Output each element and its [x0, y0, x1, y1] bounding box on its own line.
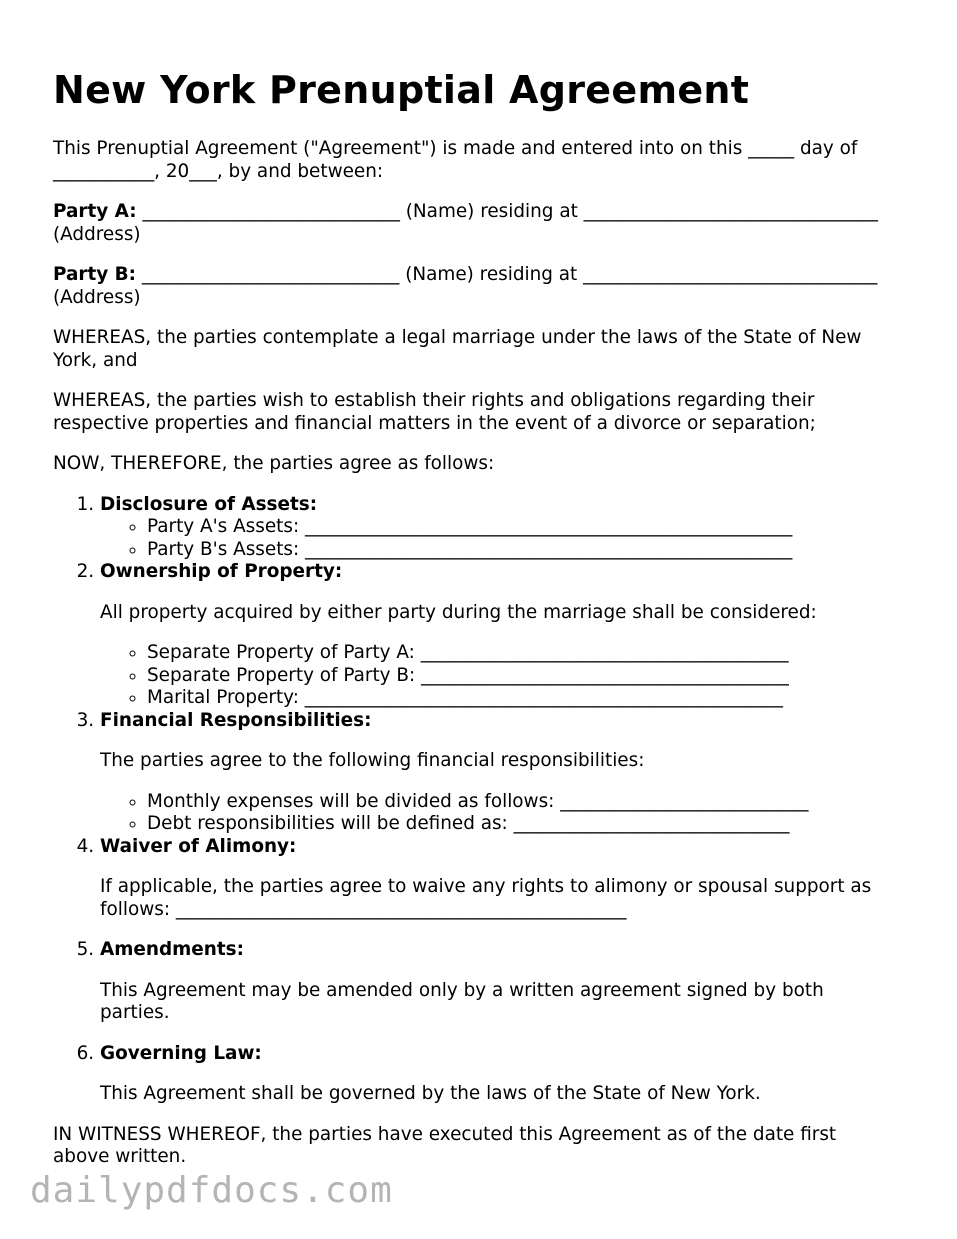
list-item: ◦ Party A's Assets: _____________________________________________________ [147, 516, 893, 539]
section-heading: Amendments: [100, 939, 244, 960]
sub-list [100, 516, 893, 561]
section-financial [100, 710, 893, 836]
sections-list [53, 494, 893, 1106]
section-text: The parties agree to the following financial responsibilities: [100, 750, 645, 771]
party-b-label: Party B: [53, 264, 137, 285]
section-heading: Waiver of Alimony: [100, 835, 297, 857]
page-title: New York Prenuptial Agreement [53, 68, 750, 112]
document-page [53, 66, 893, 1169]
section-text: This Agreement shall be governed by the laws of the State of New York. [100, 1083, 761, 1104]
sub-list [100, 791, 893, 836]
section-alimony [100, 836, 893, 922]
now-therefore: NOW, THEREFORE, the parties agree as follows: [53, 453, 495, 474]
list-item: ◦ Monthly expenses will be divided as follows: ___________________________ [147, 791, 893, 814]
list-item: ◦ Separate Property of Party B: ________________________________________ [147, 665, 893, 688]
party-a-text: ____________________________ (Name) residing at ________________________________ (Address) [53, 201, 878, 245]
party-b-text: ____________________________ (Name) residing at ________________________________ (Address) [53, 264, 878, 308]
whereas-marriage: WHEREAS, the parties contemplate a legal marriage under the laws of the State of New York, and [53, 327, 862, 371]
closing-paragraph: IN WITNESS WHEREOF, the parties have executed this Agreement as of the date first above written. [53, 1123, 837, 1167]
section-text: This Agreement may be amended only by a written agreement signed by both parties. [100, 979, 824, 1023]
intro-paragraph: This Prenuptial Agreement ("Agreement") is made and entered into on this _____ day of ___________, 20___, by and between: [53, 138, 858, 182]
section-heading: Disclosure of Assets: [100, 493, 318, 515]
watermark: dailypdfdocs.com [30, 1170, 393, 1211]
list-item: ◦ Separate Property of Party A: ________________________________________ [147, 642, 893, 665]
section-disclosure [100, 494, 893, 562]
section-ownership [100, 561, 893, 710]
whereas-rights: WHEREAS, the parties wish to establish their rights and obligations regarding their respective properties and financial matters in the event of a divorce or separation; [53, 390, 816, 434]
section-text: If applicable, the parties agree to waive any rights to alimony or spousal support as follows: _________________________________________________ [100, 876, 872, 920]
party-a-block [53, 201, 893, 246]
party-b-block [53, 264, 893, 309]
section-heading: Governing Law: [100, 1042, 262, 1064]
section-heading: Financial Responsibilities: [100, 709, 372, 731]
section-governing-law [100, 1043, 893, 1106]
sub-list [100, 642, 893, 710]
party-a-label: Party A: [53, 201, 137, 222]
list-item: ◦ Marital Property: ____________________________________________________ [147, 687, 893, 710]
section-heading: Ownership of Property: [100, 561, 343, 582]
section-text: All property acquired by either party during the marriage shall be considered: [100, 601, 817, 623]
list-item: ◦ Debt responsibilities will be defined as: ______________________________ [147, 813, 893, 836]
section-amendments [100, 939, 893, 1025]
list-item: ◦ Party B's Assets: _____________________________________________________ [147, 539, 893, 562]
